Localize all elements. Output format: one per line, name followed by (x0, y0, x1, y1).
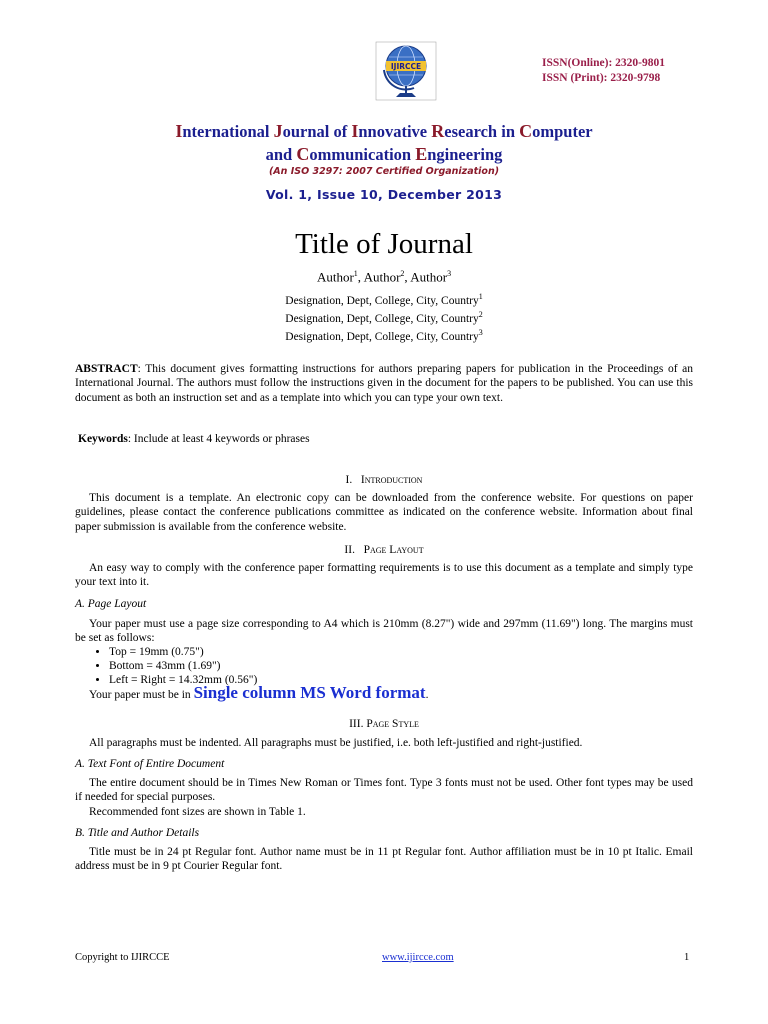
introduction-paragraph: This document is a template. An electronic copy can be downloaded from the conference website. For questions on paper guidelines, please contact the conference publications committee as indicated on the conference website. Information about final paper submission is available from the conference website. (75, 492, 693, 533)
journal-title-line2: and Communication Engineering (265, 144, 503, 164)
font-sizes-paragraph: Recommended font sizes are shown in Table 1. (89, 806, 306, 818)
subsection-page-layout: A. Page Layout (75, 598, 147, 610)
website-link[interactable]: www.ijircce.com (382, 952, 454, 963)
list-item: • Top = 19mm (0.75") (109, 645, 257, 659)
subsection-text-font: A. Text Font of Entire Document (75, 758, 225, 770)
page-number: 1 (684, 952, 690, 963)
affiliation-3: Designation, Dept, College, City, Country$^3$ (285, 328, 483, 343)
footer-website[interactable] (382, 952, 454, 963)
section-heading-page-style: III. Page Style (349, 718, 419, 730)
volume-issue: Vol. 1, Issue 10, December 2013 (265, 187, 503, 202)
affiliation-1: Designation, Dept, College, City, Country$^1$ (285, 292, 483, 307)
section-heading-introduction: I. Introduction (345, 474, 423, 486)
page-style-paragraph: All paragraphs must be indented. All paragraphs must be justified, i.e. both left-justified and right-justified. (89, 737, 583, 749)
text-font-paragraph: The entire document should be in Times New Roman or Times font. Type 3 fonts must not be used. Other font types may be used if needed for special purposes. (75, 777, 693, 804)
author-list: Author$^1$, Author$^2$, Author$^3$ (316, 269, 452, 285)
journal-title-line1: International Journal of Innovative Research in Computer (175, 121, 593, 141)
page-size-paragraph: Your paper must use a page size corresponding to A4 which is 210mm (8.27") wide and 297mm (11.69") long. The margins must be set as follows: (75, 618, 693, 645)
logo-text: IJIRCCE (390, 62, 422, 71)
issn-print: ISSN (Print): 2320-9798 (542, 72, 661, 84)
certification-note: (An ISO 3297: 2007 Certified Organization) (268, 166, 500, 177)
section-heading-page-layout: II. Page Layout (344, 544, 424, 556)
list-item: • Left = Right = 14.32mm (0.56") (109, 673, 257, 687)
keywords: Keywords: Include at least 4 keywords or phrases (78, 433, 310, 445)
format-highlight: Single column MS Word format (193, 683, 426, 702)
journal-title (0, 120, 768, 166)
footer-copyright: Copyright to IJIRCCE (75, 952, 170, 963)
abstract: ABSTRACT: This document gives formatting instructions for authors preparing papers for publication in the Proceedings of an International Journal. The authors must follow the instructions given in the document for the papers to be published. You can use this document as both an instruction set and as a template into which you can type your own text. (75, 363, 693, 404)
margins-list (75, 645, 257, 687)
paper-title: Title of Journal (295, 228, 473, 260)
affiliation-2: Designation, Dept, College, City, Country$^2$ (285, 310, 483, 325)
list-item: • Bottom = 43mm (1.69") (109, 659, 257, 673)
title-author-paragraph: Title must be in 24 pt Regular font. Author name must be in 11 pt Regular font. Author affiliation must be in 10 pt Italic. Email address must be in 9 pt Courier Regular font. (75, 846, 693, 873)
issn-block (542, 56, 665, 86)
ijircce-globe-logo (374, 40, 438, 102)
page-layout-paragraph: An easy way to comply with the conference paper formatting requirements is to use this document as a template and simply type your text into it. (75, 562, 693, 589)
subsection-title-author: B. Title and Author Details (75, 827, 200, 839)
issn-online: ISSN(Online): 2320-9801 (542, 57, 665, 69)
format-requirement: Your paper must be in Single column MS Word format. (89, 683, 429, 702)
